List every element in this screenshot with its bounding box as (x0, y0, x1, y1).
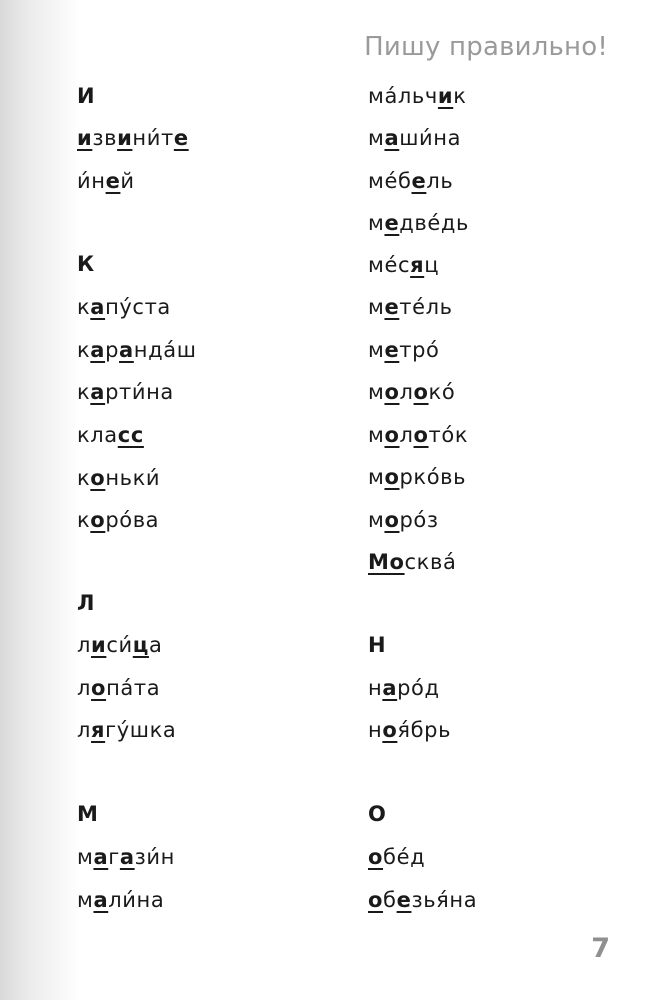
word-segment: н (368, 676, 383, 700)
vocabulary-word (77, 629, 162, 661)
word-segment: сква́ (404, 550, 457, 574)
highlighted-letters: о (90, 508, 106, 532)
word-segment: то́к (428, 423, 469, 447)
highlighted-letters: о (413, 423, 429, 447)
vocabulary-word (368, 672, 440, 704)
vocabulary-word (368, 504, 439, 536)
word-segment: ма́льч (368, 84, 438, 108)
word-segment: ньки́ (105, 466, 161, 490)
highlighted-letters: е (384, 338, 400, 362)
word-segment: м (77, 888, 94, 912)
highlighted-letters: я (91, 718, 106, 742)
vocabulary-word (77, 462, 160, 494)
highlighted-letters: о (384, 423, 400, 447)
word-segment: си́ (106, 633, 133, 657)
vocabulary-word (368, 884, 477, 916)
highlighted-letters: и (91, 633, 107, 657)
vocabulary-word (368, 334, 440, 366)
section-letter-heading: Л (77, 591, 96, 615)
section-letter-heading: М (77, 802, 99, 826)
word-segment: г (108, 845, 120, 869)
vocabulary-word (77, 504, 159, 536)
vocabulary-word (77, 165, 135, 197)
word-segment: ли́на (108, 888, 165, 912)
highlighted-letters: е (105, 169, 121, 193)
highlighted-letters: о (91, 676, 107, 700)
vocabulary-word (77, 334, 197, 366)
vocabulary-word (368, 122, 461, 154)
highlighted-letters: а (382, 676, 398, 700)
word-segment: ц (424, 253, 440, 277)
word-segment: ль (426, 169, 454, 193)
highlighted-letters: о (384, 380, 400, 404)
highlighted-letters: е (384, 295, 400, 319)
word-segment: б (383, 888, 397, 912)
highlighted-letters: о (413, 380, 429, 404)
highlighted-letters: я (410, 253, 425, 277)
vocabulary-word (77, 714, 176, 746)
page-title: Пишу правильно! (364, 32, 608, 62)
word-segment: две́дь (399, 211, 470, 235)
vocabulary-word (368, 291, 453, 323)
word-segment: л (77, 633, 92, 657)
word-segment: ро́д (397, 676, 440, 700)
highlighted-letters: е (173, 126, 189, 150)
word-segment: к (77, 508, 91, 532)
word-segment: ни́т (132, 126, 174, 150)
word-segment: л (399, 423, 414, 447)
word-segment: гу́шка (105, 718, 177, 742)
page-number: 7 (591, 933, 610, 964)
vocabulary-word (77, 122, 189, 154)
highlighted-letters: а (384, 126, 400, 150)
section-letter-heading: К (77, 252, 95, 276)
highlighted-letters: ц (132, 633, 149, 657)
word-segment: ме́б (368, 169, 412, 193)
word-segment: л (77, 676, 92, 700)
word-segment: ме́с (368, 253, 411, 277)
word-segment: й (120, 169, 135, 193)
vocabulary-word (77, 291, 171, 323)
word-segment: а (148, 633, 163, 657)
highlighted-letters: и (77, 126, 93, 150)
word-segment: к (453, 84, 467, 108)
word-segment: м (368, 211, 385, 235)
word-segment: зи́н (134, 845, 176, 869)
word-segment: м (368, 508, 385, 532)
word-segment: я́брь (397, 718, 452, 742)
word-segment: ро́ва (105, 508, 160, 532)
highlighted-letters: а (93, 888, 109, 912)
word-segment: тро́ (399, 338, 440, 362)
word-segment: л (399, 380, 414, 404)
highlighted-letters: о (90, 466, 106, 490)
word-segment: рти́на (105, 380, 174, 404)
word-segment: л (77, 718, 92, 742)
word-segment: м (77, 845, 94, 869)
word-segment: бе́д (383, 845, 426, 869)
word-segment: зья́на (411, 888, 478, 912)
highlighted-letters: а (90, 295, 106, 319)
word-segment: нда́ш (133, 338, 197, 362)
vocabulary-word (77, 841, 175, 873)
word-segment: м (368, 465, 385, 489)
word-segment: м (368, 126, 385, 150)
highlighted-letters: а (90, 380, 106, 404)
highlighted-letters: о (368, 845, 384, 869)
word-segment: те́ль (399, 295, 453, 319)
vocabulary-word (77, 672, 160, 704)
highlighted-letters: а (93, 845, 109, 869)
highlighted-letters: е (396, 888, 412, 912)
word-segment: к (77, 338, 91, 362)
word-segment: ко́ (428, 380, 456, 404)
vocabulary-word (368, 714, 451, 746)
vocabulary-word (368, 207, 469, 239)
section-letter-heading: Н (368, 633, 387, 657)
vocabulary-word (368, 461, 466, 493)
vocabulary-word (77, 419, 144, 451)
word-segment: зв (92, 126, 118, 150)
section-letter-heading: И (77, 84, 96, 108)
word-segment: м (368, 380, 385, 404)
highlighted-letters: и (117, 126, 133, 150)
vocabulary-word (368, 80, 467, 112)
word-segment: м (368, 423, 385, 447)
word-segment: к (77, 380, 91, 404)
vocabulary-word (368, 419, 468, 451)
highlighted-letters: Мо (368, 550, 405, 574)
word-segment: н (368, 718, 383, 742)
highlighted-letters: сс (117, 423, 144, 447)
highlighted-letters: а (119, 338, 134, 362)
word-segment: м (368, 295, 385, 319)
highlighted-letters: о (384, 508, 400, 532)
word-segment: к (77, 466, 91, 490)
word-segment: рко́вь (399, 465, 467, 489)
highlighted-letters: о (384, 465, 400, 489)
word-segment: к (77, 295, 91, 319)
highlighted-letters: и (437, 84, 454, 108)
vocabulary-word (368, 546, 456, 578)
word-segment: и́н (77, 169, 106, 193)
highlighted-letters: е (384, 211, 400, 235)
word-segment: р (105, 338, 120, 362)
highlighted-letters: о (368, 888, 384, 912)
word-segment: м (368, 338, 385, 362)
highlighted-letters: а (119, 845, 135, 869)
highlighted-letters: а (90, 338, 106, 362)
vocabulary-word (368, 165, 453, 197)
word-segment: ро́з (399, 508, 439, 532)
word-segment: па́та (106, 676, 161, 700)
vocabulary-word (368, 376, 455, 408)
vocabulary-word (368, 249, 439, 281)
word-segment: ши́на (399, 126, 462, 150)
vocabulary-word (368, 841, 425, 873)
highlighted-letters: о (382, 718, 398, 742)
highlighted-letters: е (411, 169, 427, 193)
word-segment: пу́ста (105, 295, 171, 319)
vocabulary-word (77, 376, 174, 408)
word-segment: кла (77, 423, 118, 447)
vocabulary-word (77, 884, 164, 916)
section-letter-heading: О (368, 802, 387, 826)
